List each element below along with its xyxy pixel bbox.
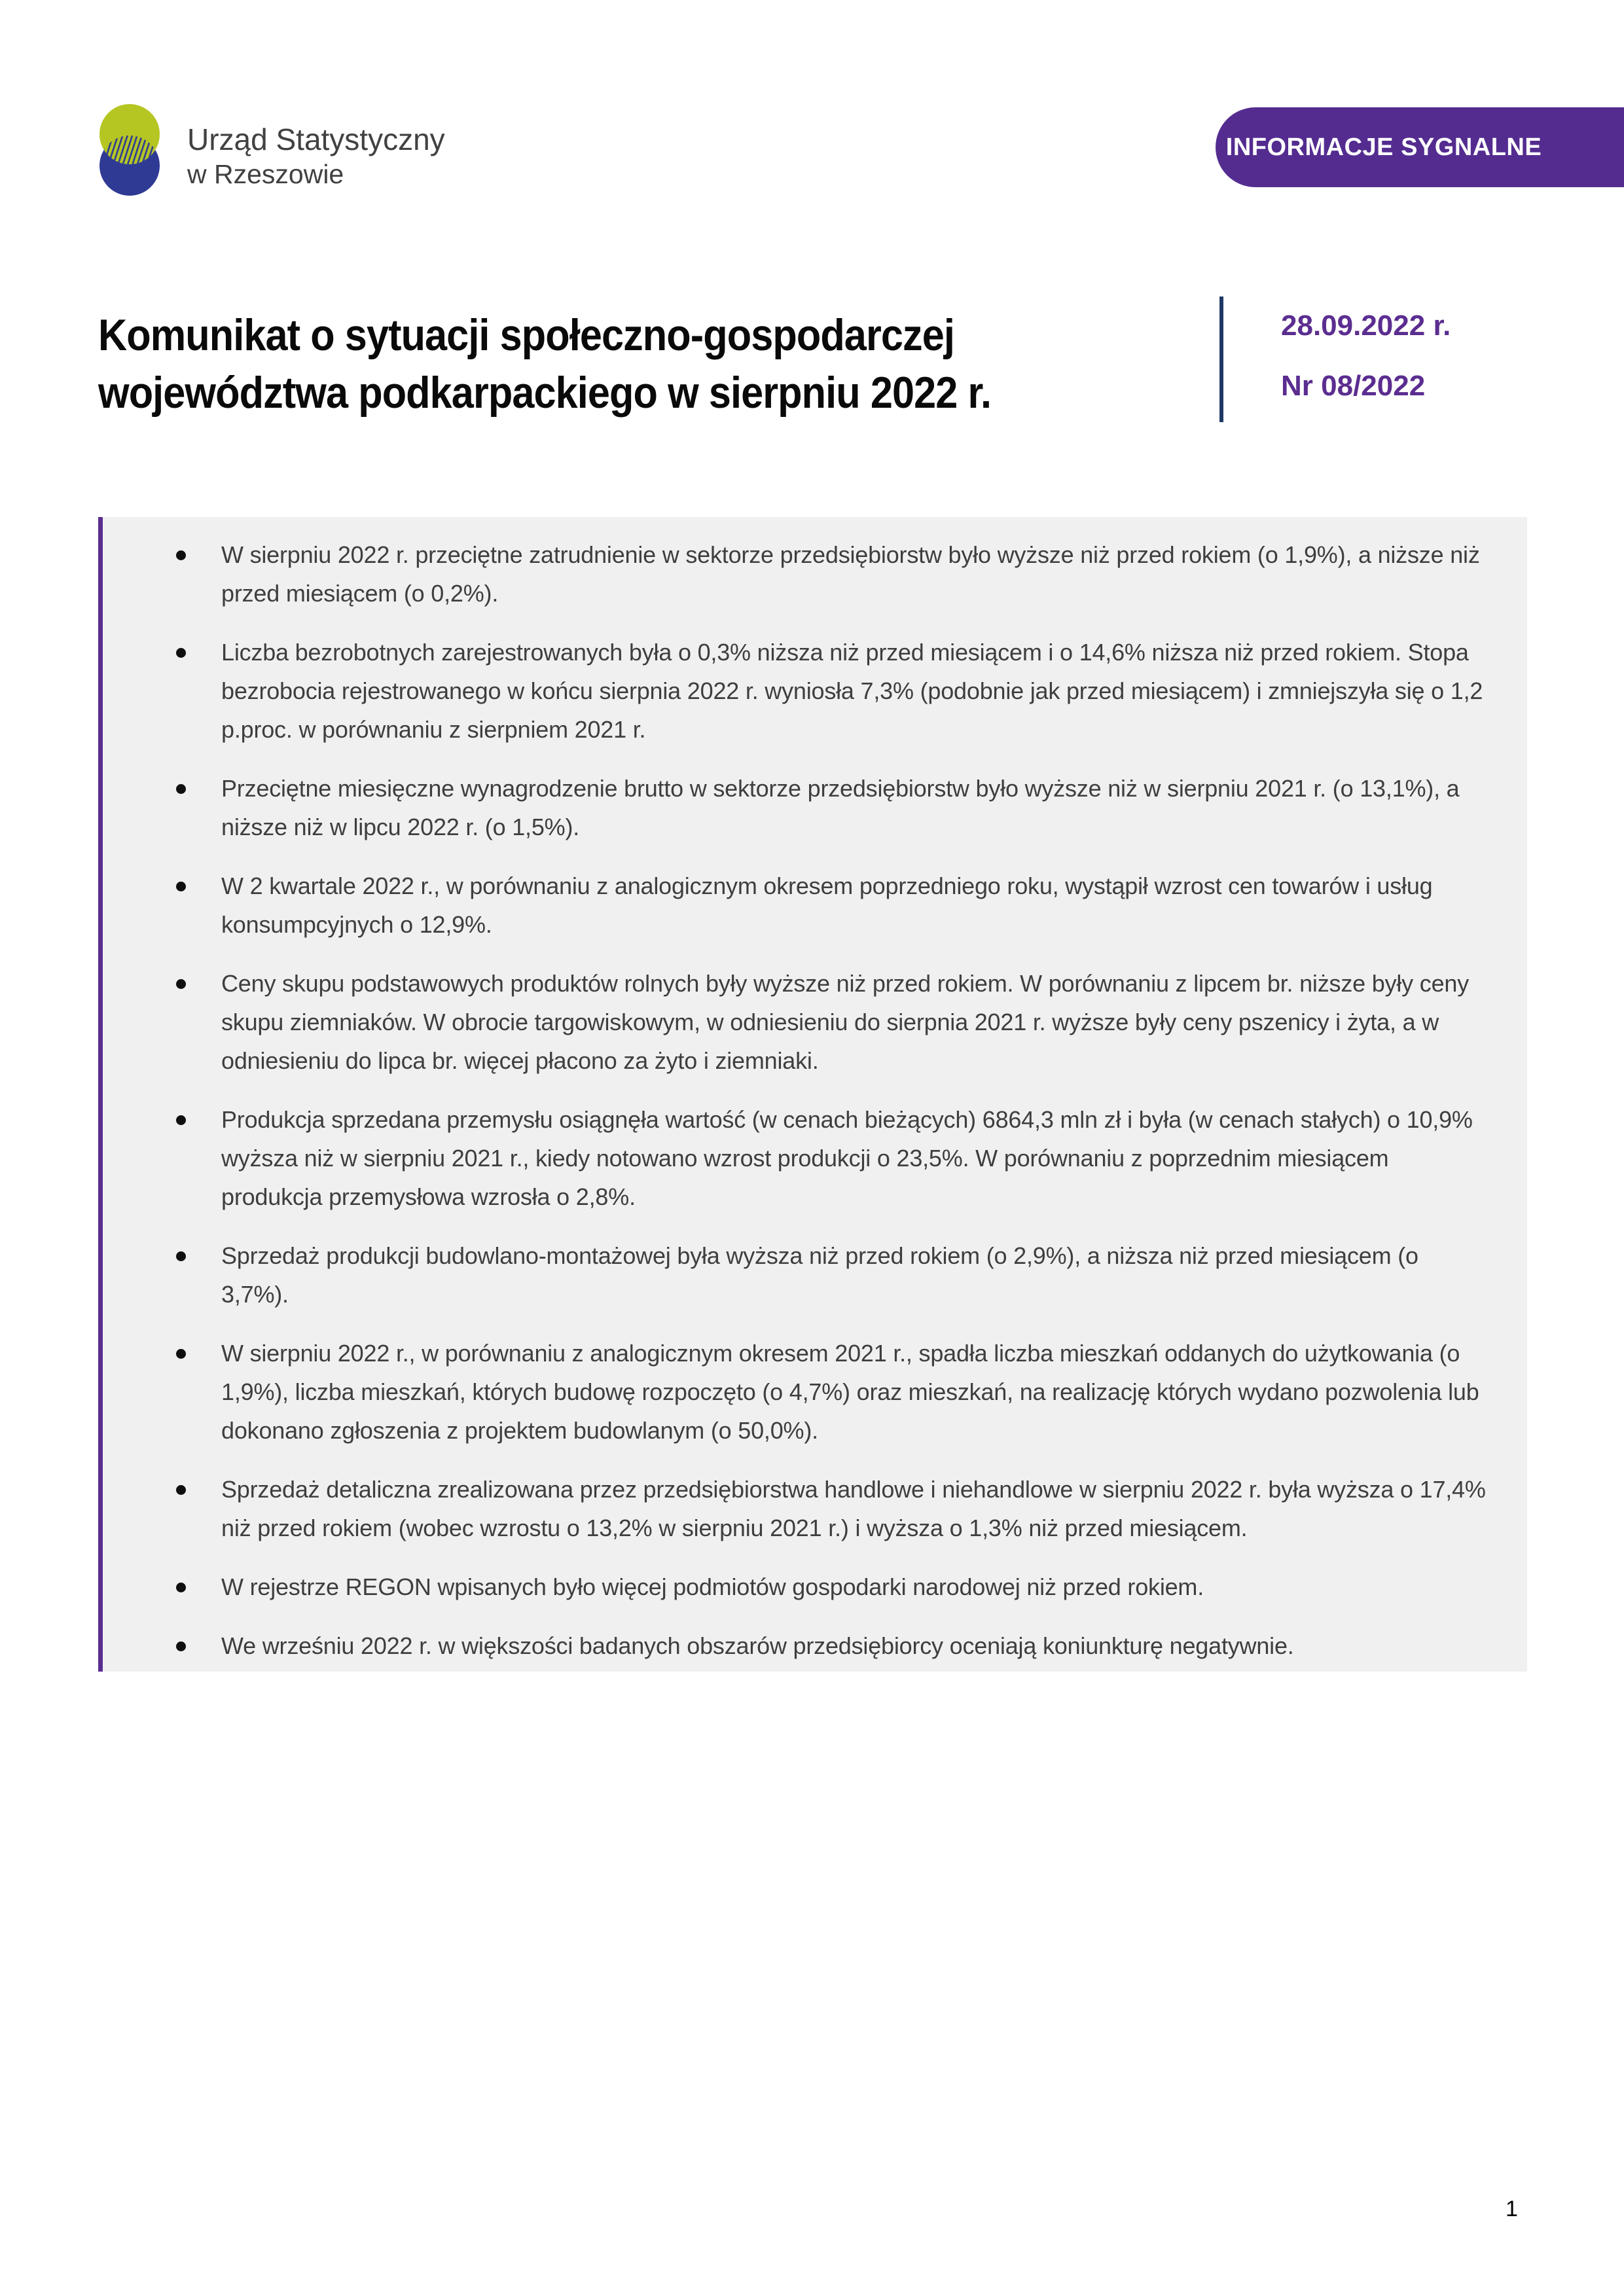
bullet-dot-icon (176, 1641, 186, 1651)
logo-text (187, 123, 445, 190)
bullet-text: Produkcja sprzedana przemysłu osiągnęła wartość (w cenach bieżących) 6864,3 mln zł i była (w cenach stałych) o 10,9% wyższa niż w sierpniu 2021 r., kiedy notowano wzrost produkcji o 23,5%. W porównaniu z poprzednim miesiącem produkcja przemysłowa wzrosła o 2,8%. (221, 1106, 1473, 1210)
summary-bullet-item (103, 633, 1488, 749)
summary-panel (98, 517, 1527, 1672)
bullet-text: Przeciętne miesięczne wynagrodzenie brutto w sektorze przedsiębiorstw było wyższe niż w sierpniu 2021 r. (o 13,1%), a niższe niż w lipcu 2022 r. (o 1,5%). (221, 775, 1460, 840)
bullet-text: We wrześniu 2022 r. w większości badanych obszarów przedsiębiorcy oceniają koniunkturę negatywnie. (221, 1632, 1294, 1659)
info-badge-label: INFORMACJE SYGNALNE (1225, 133, 1542, 161)
publication-meta (1281, 310, 1451, 402)
page-title-line-2: województwa podkarpackiego w sierpniu 2022 r. (98, 368, 992, 418)
bullet-text: Sprzedaż detaliczna zrealizowana przez przedsiębiorstwa handlowe i niehandlowe w sierpniu 2022 r. była wyższa o 17,4% niż przed rokiem (wobec wzrostu o 13,2% w sierpniu 2021 r.) i wyższa o 1,3% niż przed miesiącem. (221, 1476, 1486, 1541)
bullet-text: W 2 kwartale 2022 r., w porównaniu z analogicznym okresem poprzedniego roku, wystąpił wzrost cen towarów i usług konsumpcyjnych o 12,9%. (221, 872, 1433, 938)
statistical-office-logo-icon (98, 102, 161, 198)
summary-bullet-item (103, 1236, 1488, 1314)
summary-bullet-list (103, 535, 1488, 1665)
bullet-text: W sierpniu 2022 r. przeciętne zatrudnienie w sektorze przedsiębiorstw było wyższe niż przed rokiem (o 1,9%), a niższe niż przed miesiącem (o 0,2%). (221, 541, 1480, 607)
summary-bullet-item (103, 867, 1488, 944)
bullet-text: Liczba bezrobotnych zarejestrowanych była o 0,3% niższa niż przed miesiącem i o 14,6% niższa niż przed rokiem. Stopa bezrobocia rejestrowanego w końcu sierpnia 2022 r. wyniosła 7,3% (podobnie jak przed miesiącem) i zmniejszyła się o 1,2 p.proc. w porównaniu z sierpniem 2021 r. (221, 639, 1483, 743)
bullet-text: Sprzedaż produkcji budowlano-montażowej była wyższa niż przed rokiem (o 2,9%), a niższa niż przed miesiącem (o 3,7%). (221, 1242, 1418, 1308)
summary-bullet-item (103, 964, 1488, 1080)
meta-divider (1219, 296, 1223, 422)
bullet-dot-icon (176, 1349, 186, 1359)
bullet-text: W rejestrze REGON wpisanych było więcej podmiotów gospodarki narodowej niż przed rokiem. (221, 1573, 1204, 1600)
bullet-dot-icon (176, 1115, 186, 1125)
info-badge (1216, 107, 1624, 187)
bullet-dot-icon (176, 784, 186, 794)
page-title-line-1: Komunikat o sytuacji społeczno-gospodarczej (98, 310, 954, 360)
summary-bullet-item (103, 1470, 1488, 1547)
bullet-dot-icon (176, 1251, 186, 1261)
summary-bullet-item (103, 1568, 1488, 1606)
bullet-dot-icon (176, 1583, 186, 1592)
bullet-dot-icon (176, 882, 186, 891)
logo-org-name: Urząd Statystyczny (187, 122, 445, 156)
page-number: 1 (1506, 2197, 1518, 2221)
bullet-dot-icon (176, 979, 186, 989)
summary-bullet-item (103, 535, 1488, 613)
summary-bullet-item (103, 1334, 1488, 1450)
logo-org-city: w Rzeszowie (187, 159, 344, 189)
bullet-text: W sierpniu 2022 r., w porównaniu z analogicznym okresem 2021 r., spadła liczba mieszkań oddanych do użytkowania (o 1,9%), liczba mieszkań, których budowę rozpoczęto (o 4,7%) oraz mieszkań, na realizację których wydano pozwolenia lub dokonano zgłoszenia z projektem budowlanym (o 50,0%). (221, 1340, 1479, 1444)
publication-date: 28.09.2022 r. (1281, 310, 1451, 342)
summary-bullet-item (103, 769, 1488, 846)
bullet-text: Ceny skupu podstawowych produktów rolnych były wyższe niż przed rokiem. W porównaniu z lipcem br. niższe były ceny skupu ziemniaków. W obrocie targowiskowym, w odniesieniu do sierpnia 2021 r. wyższe były ceny pszenicy i żyta, a w odniesieniu do lipca br. więcej płacono za żyto i ziemniaki. (221, 970, 1470, 1074)
summary-bullet-item (103, 1100, 1488, 1216)
page-title (98, 306, 1188, 422)
bullet-dot-icon (176, 550, 186, 560)
issue-number: Nr 08/2022 (1281, 370, 1426, 402)
bullet-dot-icon (176, 648, 186, 658)
bullet-dot-icon (176, 1485, 186, 1495)
summary-bullet-item (103, 1626, 1488, 1665)
